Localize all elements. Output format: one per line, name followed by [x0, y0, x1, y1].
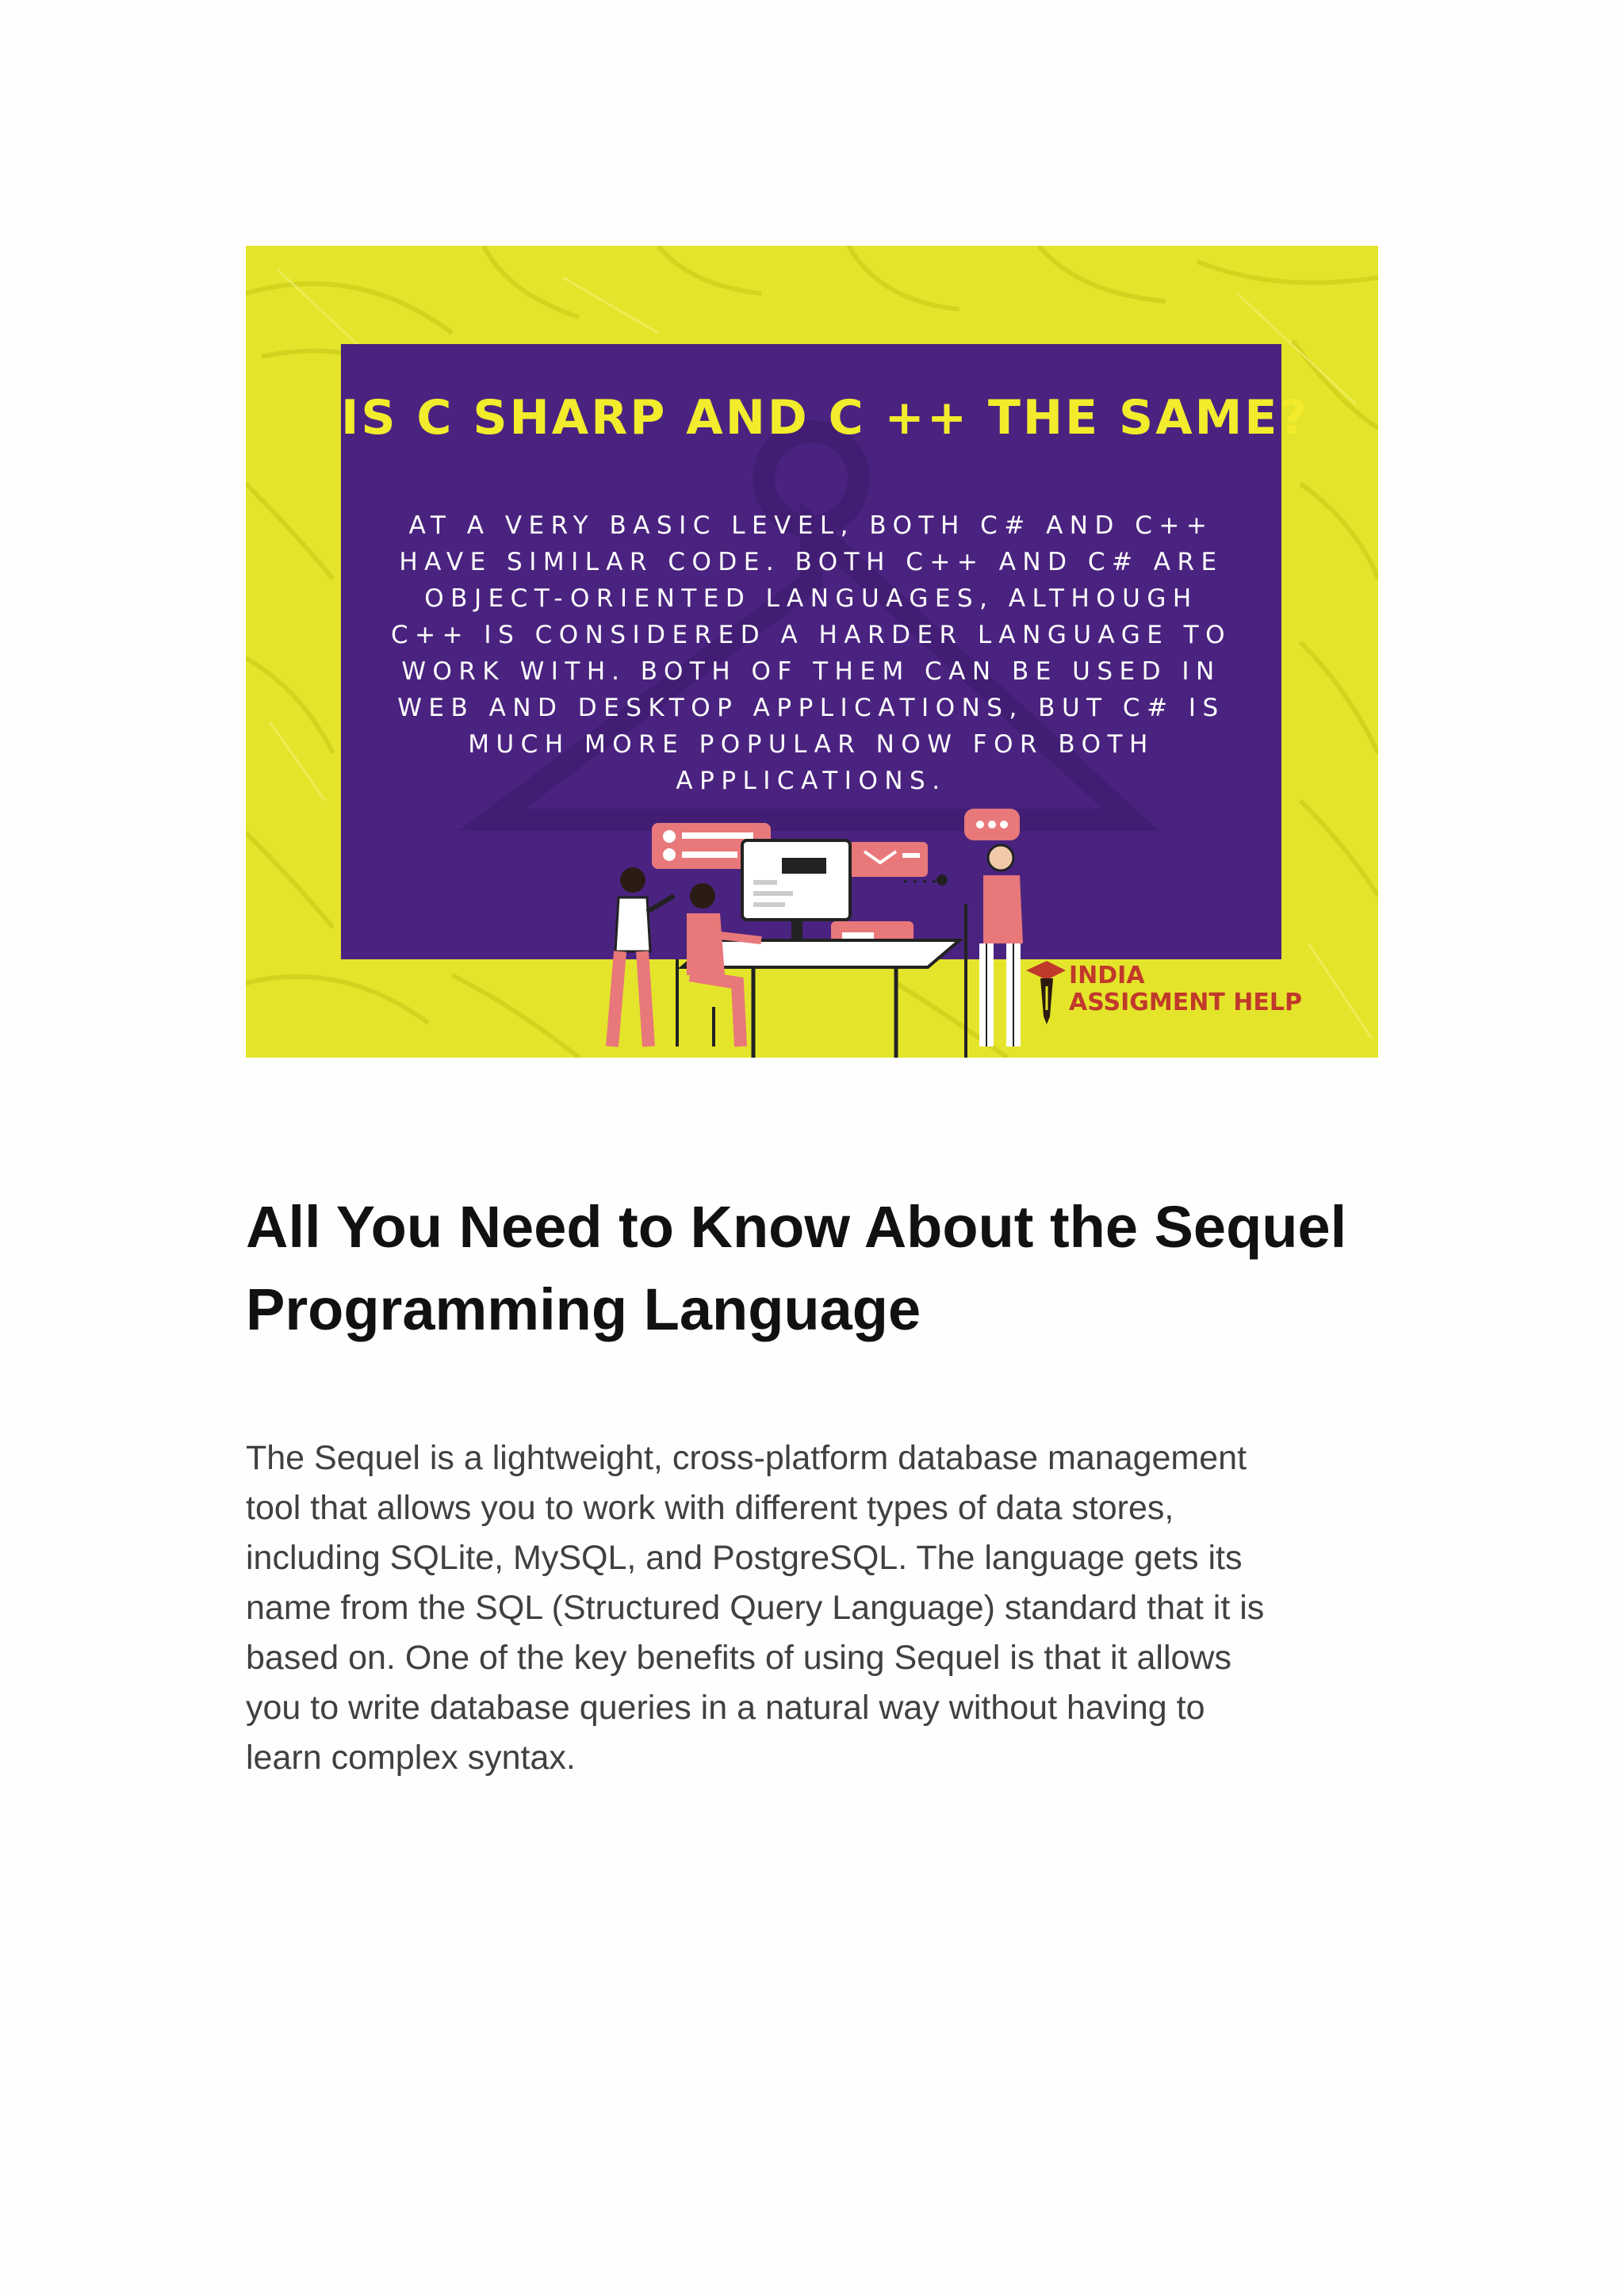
person-standing-left [612, 867, 674, 1047]
logo-line-1: INDIA [1069, 962, 1145, 989]
banner-title: IS C SHARP AND C ++ THE SAME? [341, 390, 1310, 446]
paragraph-line: The Sequel is a lightweight, cross-platform database management [246, 1439, 1247, 1477]
banner-body-line: MUCH MORE POPULAR NOW FOR BOTH [468, 730, 1155, 759]
paragraph-line: name from the SQL (Structured Query Language) standard that it is [246, 1589, 1265, 1627]
banner-body-line: APPLICATIONS. [676, 767, 947, 795]
paragraph-line: including SQLite, MySQL, and PostgreSQL. The language gets its [246, 1539, 1243, 1577]
paragraph-line: learn complex syntax. [246, 1739, 576, 1777]
graduation-cap-pen-icon [1023, 955, 1067, 1026]
banner-body-line: C++ IS CONSIDERED A HARDER LANGUAGE TO [390, 621, 1231, 649]
chat-card-icon [848, 842, 928, 877]
banner-body-line: HAVE SIMILAR CODE. BOTH C++ AND C# ARE [399, 548, 1224, 576]
banner-body-line: WORK WITH. BOTH OF THEM CAN BE USED IN [401, 657, 1221, 686]
speech-bubble-icon [964, 809, 1020, 840]
india-assignment-help-logo [1023, 955, 1340, 1050]
article-heading-line: Programming Language [246, 1276, 921, 1342]
article-heading [246, 1186, 1404, 1351]
team-workstation-illustration [246, 246, 1378, 1058]
article-heading-line: All You Need to Know About the Sequel [246, 1194, 1347, 1260]
banner-body-line: OBJECT-ORIENTED LANGUAGES, ALTHOUGH [424, 584, 1198, 613]
logo-line-2: ASSIGMENT HELP [1069, 989, 1302, 1016]
banner-body-line: WEB AND DESKTOP APPLICATIONS, BUT C# IS [397, 694, 1225, 722]
paragraph-line: based on. One of the key benefits of using Sequel is that it allows [246, 1639, 1231, 1677]
banner-body-line: AT A VERY BASIC LEVEL, BOTH C# AND C++ [408, 511, 1214, 540]
article-paragraph [246, 1433, 1388, 1783]
banner-image [246, 246, 1378, 1058]
paragraph-line: tool that allows you to work with different types of data stores, [246, 1489, 1174, 1527]
logo-text [1069, 962, 1302, 1016]
person-standing-right [966, 845, 1023, 1058]
paragraph-line: you to write database queries in a natural way without having to [246, 1689, 1205, 1727]
